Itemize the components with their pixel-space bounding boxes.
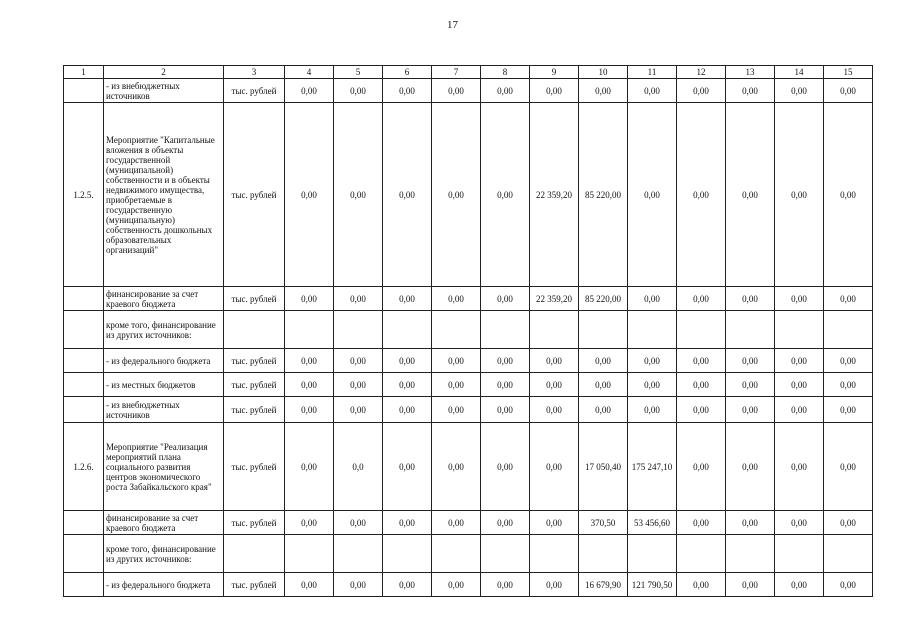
- value-cell: [285, 535, 334, 573]
- value-cell: 0,00: [481, 573, 530, 597]
- row-unit: тыс. рублей: [224, 79, 285, 103]
- row-number: [64, 287, 104, 311]
- value-cell: 0,00: [824, 103, 873, 287]
- row-name: Мероприятие "Реализация мероприятий плана социального развития центров экономического роста Забайкальского края": [104, 423, 224, 511]
- value-cell: 0,00: [481, 103, 530, 287]
- value-cell: [579, 311, 628, 349]
- value-cell: 0,00: [775, 79, 824, 103]
- value-cell: 22 359,20: [530, 103, 579, 287]
- value-cell: 0,00: [481, 423, 530, 511]
- table-row: [64, 103, 873, 287]
- value-cell: 0,00: [677, 373, 726, 397]
- column-header: 2: [104, 66, 224, 79]
- value-cell: 0,00: [383, 287, 432, 311]
- value-cell: 0,00: [628, 287, 677, 311]
- value-cell: [285, 311, 334, 349]
- value-cell: 0,00: [677, 573, 726, 597]
- value-cell: 0,00: [334, 103, 383, 287]
- row-number: [64, 397, 104, 423]
- value-cell: 85 220,00: [579, 103, 628, 287]
- value-cell: 0,0: [334, 423, 383, 511]
- value-cell: [677, 535, 726, 573]
- table-row: [64, 397, 873, 423]
- row-unit: [224, 311, 285, 349]
- value-cell: 0,00: [432, 287, 481, 311]
- value-cell: 0,00: [775, 373, 824, 397]
- column-header: 5: [334, 66, 383, 79]
- value-cell: 0,00: [432, 573, 481, 597]
- value-cell: [775, 535, 824, 573]
- value-cell: 16 679,90: [579, 573, 628, 597]
- value-cell: 0,00: [677, 79, 726, 103]
- value-cell: 0,00: [824, 397, 873, 423]
- value-cell: 0,00: [726, 349, 775, 373]
- value-cell: 0,00: [677, 511, 726, 535]
- column-header: 13: [726, 66, 775, 79]
- column-header: 6: [383, 66, 432, 79]
- row-number: 1.2.6.: [64, 423, 104, 511]
- value-cell: 0,00: [530, 423, 579, 511]
- value-cell: [383, 535, 432, 573]
- row-unit: тыс. рублей: [224, 573, 285, 597]
- value-cell: 121 790,50: [628, 573, 677, 597]
- value-cell: 0,00: [775, 103, 824, 287]
- value-cell: 0,00: [285, 423, 334, 511]
- row-unit: тыс. рублей: [224, 287, 285, 311]
- row-number: [64, 373, 104, 397]
- value-cell: 370,50: [579, 511, 628, 535]
- table-row: [64, 349, 873, 373]
- value-cell: 0,00: [383, 103, 432, 287]
- table-row: [64, 79, 873, 103]
- column-header: 4: [285, 66, 334, 79]
- value-cell: 85 220,00: [579, 287, 628, 311]
- value-cell: [677, 311, 726, 349]
- value-cell: 175 247,10: [628, 423, 677, 511]
- value-cell: 0,00: [285, 373, 334, 397]
- value-cell: 0,00: [285, 349, 334, 373]
- value-cell: [628, 311, 677, 349]
- table-row: [64, 311, 873, 349]
- row-number: [64, 573, 104, 597]
- value-cell: 0,00: [334, 511, 383, 535]
- column-header: 11: [628, 66, 677, 79]
- value-cell: [775, 311, 824, 349]
- value-cell: 0,00: [775, 423, 824, 511]
- value-cell: [824, 535, 873, 573]
- value-cell: 0,00: [579, 397, 628, 423]
- value-cell: 0,00: [383, 79, 432, 103]
- row-unit: тыс. рублей: [224, 423, 285, 511]
- value-cell: 0,00: [579, 79, 628, 103]
- value-cell: [432, 535, 481, 573]
- value-cell: [432, 311, 481, 349]
- value-cell: 0,00: [775, 349, 824, 373]
- value-cell: 0,00: [432, 423, 481, 511]
- value-cell: 0,00: [530, 397, 579, 423]
- value-cell: 0,00: [432, 397, 481, 423]
- value-cell: 0,00: [628, 373, 677, 397]
- value-cell: 0,00: [726, 373, 775, 397]
- column-header: 9: [530, 66, 579, 79]
- value-cell: 0,00: [726, 397, 775, 423]
- value-cell: 0,00: [530, 79, 579, 103]
- value-cell: 0,00: [726, 287, 775, 311]
- row-number: [64, 349, 104, 373]
- value-cell: 0,00: [530, 373, 579, 397]
- value-cell: 0,00: [383, 373, 432, 397]
- value-cell: [628, 535, 677, 573]
- value-cell: 0,00: [481, 349, 530, 373]
- value-cell: 0,00: [383, 511, 432, 535]
- table-row: [64, 573, 873, 597]
- row-unit: тыс. рублей: [224, 103, 285, 287]
- value-cell: 0,00: [285, 79, 334, 103]
- row-name: - из федерального бюджета: [104, 349, 224, 373]
- value-cell: [334, 311, 383, 349]
- value-cell: 0,00: [530, 573, 579, 597]
- row-number: [64, 311, 104, 349]
- column-header: 8: [481, 66, 530, 79]
- row-unit: тыс. рублей: [224, 511, 285, 535]
- value-cell: 0,00: [383, 349, 432, 373]
- value-cell: 0,00: [481, 511, 530, 535]
- value-cell: 0,00: [677, 423, 726, 511]
- value-cell: 0,00: [726, 79, 775, 103]
- value-cell: 0,00: [579, 373, 628, 397]
- value-cell: 22 359,20: [530, 287, 579, 311]
- row-unit: тыс. рублей: [224, 373, 285, 397]
- value-cell: 0,00: [824, 287, 873, 311]
- value-cell: 0,00: [383, 397, 432, 423]
- value-cell: 0,00: [334, 397, 383, 423]
- value-cell: 0,00: [579, 349, 628, 373]
- value-cell: 0,00: [726, 103, 775, 287]
- table-row: [64, 287, 873, 311]
- row-number: [64, 535, 104, 573]
- row-number: [64, 511, 104, 535]
- value-cell: [726, 535, 775, 573]
- column-header: 12: [677, 66, 726, 79]
- value-cell: [824, 311, 873, 349]
- column-header: 3: [224, 66, 285, 79]
- value-cell: [530, 311, 579, 349]
- value-cell: 0,00: [530, 511, 579, 535]
- budget-table: [63, 65, 873, 597]
- column-header: 1: [64, 66, 104, 79]
- value-cell: 0,00: [628, 397, 677, 423]
- table-row: [64, 511, 873, 535]
- value-cell: 0,00: [824, 349, 873, 373]
- column-header: 14: [775, 66, 824, 79]
- value-cell: 0,00: [285, 511, 334, 535]
- value-cell: 0,00: [775, 573, 824, 597]
- row-name: - из местных бюджетов: [104, 373, 224, 397]
- value-cell: 0,00: [677, 287, 726, 311]
- value-cell: 0,00: [677, 397, 726, 423]
- value-cell: 0,00: [334, 79, 383, 103]
- value-cell: 0,00: [481, 287, 530, 311]
- value-cell: 53 456,60: [628, 511, 677, 535]
- value-cell: 0,00: [824, 79, 873, 103]
- value-cell: 0,00: [383, 423, 432, 511]
- row-name: кроме того, финансирование из других источников:: [104, 311, 224, 349]
- column-header: 15: [824, 66, 873, 79]
- value-cell: 0,00: [775, 397, 824, 423]
- table-row: [64, 373, 873, 397]
- row-unit: [224, 535, 285, 573]
- page-number: 17: [447, 19, 458, 31]
- value-cell: 0,00: [334, 373, 383, 397]
- row-name: Мероприятие "Капитальные вложения в объекты государственной (муниципальной) собственности и в объекты недвижимого имущества, приобретаемые в государственную (муниципальную) собственность дошкольных образовательных организаций": [104, 103, 224, 287]
- value-cell: 0,00: [481, 373, 530, 397]
- value-cell: 0,00: [432, 103, 481, 287]
- value-cell: 0,00: [481, 79, 530, 103]
- value-cell: 0,00: [432, 511, 481, 535]
- value-cell: [726, 311, 775, 349]
- table-row: [64, 535, 873, 573]
- value-cell: 0,00: [726, 573, 775, 597]
- value-cell: [481, 311, 530, 349]
- value-cell: [383, 311, 432, 349]
- value-cell: 0,00: [824, 573, 873, 597]
- value-cell: 0,00: [481, 397, 530, 423]
- value-cell: 0,00: [726, 423, 775, 511]
- value-cell: 0,00: [628, 79, 677, 103]
- value-cell: 0,00: [530, 349, 579, 373]
- value-cell: 0,00: [383, 573, 432, 597]
- value-cell: 0,00: [628, 103, 677, 287]
- value-cell: 0,00: [677, 103, 726, 287]
- row-unit: тыс. рублей: [224, 397, 285, 423]
- value-cell: [579, 535, 628, 573]
- value-cell: 0,00: [824, 423, 873, 511]
- value-cell: 0,00: [432, 349, 481, 373]
- value-cell: 0,00: [726, 511, 775, 535]
- value-cell: 0,00: [334, 573, 383, 597]
- header-row: [64, 66, 873, 79]
- value-cell: 0,00: [334, 287, 383, 311]
- value-cell: 0,00: [432, 79, 481, 103]
- row-name: - из внебюджетных источников: [104, 79, 224, 103]
- table-row: [64, 423, 873, 511]
- row-name: - из федерального бюджета: [104, 573, 224, 597]
- row-number: [64, 79, 104, 103]
- value-cell: 0,00: [824, 373, 873, 397]
- row-unit: тыс. рублей: [224, 349, 285, 373]
- value-cell: [334, 535, 383, 573]
- row-name: кроме того, финансирование из других источников:: [104, 535, 224, 573]
- value-cell: 0,00: [432, 373, 481, 397]
- row-name: финансирование за счет краевого бюджета: [104, 287, 224, 311]
- value-cell: 0,00: [285, 397, 334, 423]
- column-header: 10: [579, 66, 628, 79]
- row-name: - из внебюджетных источников: [104, 397, 224, 423]
- value-cell: 0,00: [334, 349, 383, 373]
- value-cell: 0,00: [285, 103, 334, 287]
- column-header: 7: [432, 66, 481, 79]
- row-name: финансирование за счет краевого бюджета: [104, 511, 224, 535]
- value-cell: 0,00: [285, 573, 334, 597]
- value-cell: 0,00: [824, 511, 873, 535]
- value-cell: 0,00: [775, 511, 824, 535]
- value-cell: 0,00: [677, 349, 726, 373]
- value-cell: 0,00: [775, 287, 824, 311]
- value-cell: [481, 535, 530, 573]
- value-cell: 0,00: [628, 349, 677, 373]
- row-number: 1.2.5.: [64, 103, 104, 287]
- value-cell: 17 050,40: [579, 423, 628, 511]
- value-cell: [530, 535, 579, 573]
- value-cell: 0,00: [285, 287, 334, 311]
